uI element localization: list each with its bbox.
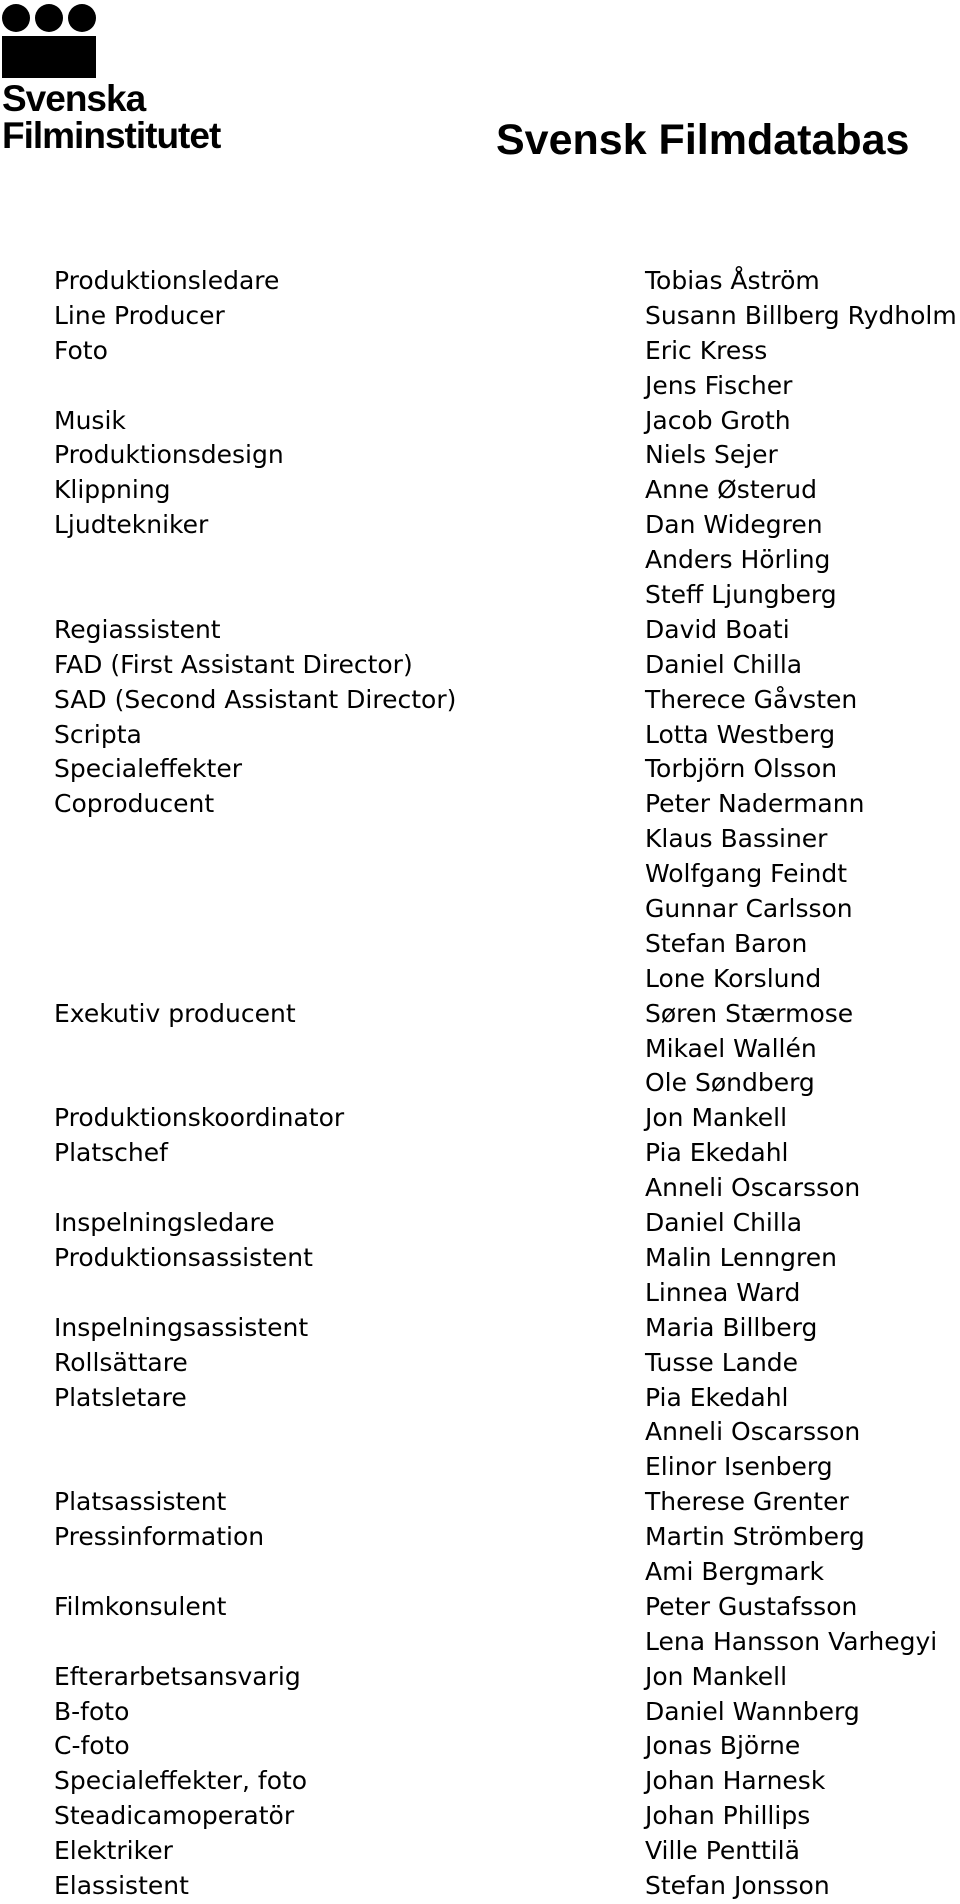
credit-name: Anneli Oscarsson <box>645 1173 861 1203</box>
credit-row <box>0 718 960 753</box>
credit-role: Foto <box>54 335 108 365</box>
credit-role: FAD (First Assistant Director) <box>54 649 413 679</box>
credit-row <box>0 1415 960 1450</box>
credit-row <box>0 264 960 299</box>
credit-name: Pia Ekedahl <box>645 1382 789 1412</box>
credit-name: Wolfgang Feindt <box>645 859 848 889</box>
credit-row <box>0 752 960 787</box>
credit-row <box>0 613 960 648</box>
credit-name: David Boati <box>645 614 790 644</box>
credit-name: Steff Ljungberg <box>645 580 837 610</box>
credit-row <box>0 1032 960 1067</box>
credit-role: C-foto <box>54 1731 130 1761</box>
credit-role: Ljudtekniker <box>54 510 209 540</box>
logo-line-2: Filminstitutet <box>2 115 221 156</box>
credit-name: Anneli Oscarsson <box>645 1417 861 1447</box>
credit-name: Daniel Wannberg <box>645 1696 860 1726</box>
credit-name: Maria Billberg <box>645 1312 818 1342</box>
credit-name: Peter Nadermann <box>645 789 865 819</box>
credit-row <box>0 1381 960 1416</box>
credit-role: Musik <box>54 405 126 435</box>
credit-name: Tusse Lande <box>645 1347 799 1377</box>
credit-row <box>0 683 960 718</box>
credit-row <box>0 1695 960 1730</box>
svenska-filminstitutet-logo <box>2 2 262 162</box>
credit-row <box>0 1206 960 1241</box>
credit-role: Platsassistent <box>54 1487 227 1517</box>
credit-name: Daniel Chilla <box>645 1208 803 1238</box>
credit-row <box>0 1171 960 1206</box>
credit-role: Exekutiv producent <box>54 998 296 1028</box>
credit-role: Platsletare <box>54 1382 187 1412</box>
credit-row <box>0 927 960 962</box>
credit-row <box>0 1764 960 1799</box>
credit-row <box>0 508 960 543</box>
credit-row <box>0 962 960 997</box>
credit-name: Mikael Wallén <box>645 1033 817 1063</box>
credit-name: Anne Østerud <box>645 475 817 505</box>
credit-role: Line Producer <box>54 300 225 330</box>
credit-name: Gunnar Carlsson <box>645 894 853 924</box>
credit-row <box>0 1660 960 1695</box>
credit-row <box>0 473 960 508</box>
credit-name: Malin Lenngren <box>645 1242 837 1272</box>
credits-list <box>0 264 960 1904</box>
credit-name: Lone Korslund <box>645 963 822 993</box>
credit-name: Stefan Baron <box>645 928 808 958</box>
credit-row <box>0 369 960 404</box>
credit-row <box>0 1450 960 1485</box>
credit-name: Jon Mankell <box>645 1103 788 1133</box>
credit-name: Linnea Ward <box>645 1277 801 1307</box>
credit-role: Regiassistent <box>54 614 221 644</box>
credit-role: Produktionsassistent <box>54 1242 313 1272</box>
credit-row <box>0 299 960 334</box>
credit-name: Dan Widegren <box>645 510 823 540</box>
credit-name: Ole Søndberg <box>645 1068 815 1098</box>
credit-role: Specialeffekter, foto <box>54 1766 308 1796</box>
credit-role: Produktionsdesign <box>54 440 284 470</box>
credit-row <box>0 1799 960 1834</box>
credit-row <box>0 1555 960 1590</box>
credit-role: Scripta <box>54 719 142 749</box>
credit-row <box>0 1101 960 1136</box>
credit-row <box>0 787 960 822</box>
credit-row <box>0 1729 960 1764</box>
credit-name: Jonas Björne <box>645 1731 801 1761</box>
credit-name: Eric Kress <box>645 335 768 365</box>
credit-row <box>0 1346 960 1381</box>
credit-name: Daniel Chilla <box>645 649 803 679</box>
credit-name: Ami Bergmark <box>645 1556 825 1586</box>
credit-name: Jon Mankell <box>645 1661 788 1691</box>
credit-role: Elassistent <box>54 1870 189 1900</box>
credit-name: Jacob Groth <box>645 405 791 435</box>
credit-row <box>0 438 960 473</box>
credit-row <box>0 892 960 927</box>
credit-name: Therese Grenter <box>645 1487 849 1517</box>
credit-role: Coproducent <box>54 789 215 819</box>
credit-name: Torbjörn Olsson <box>645 754 838 784</box>
credit-row <box>0 1136 960 1171</box>
credit-role: Klippning <box>54 475 171 505</box>
credit-row <box>0 1590 960 1625</box>
logo-line-1: Svenska <box>2 78 146 119</box>
credit-name: Anders Hörling <box>645 545 831 575</box>
credit-name: Stefan Jonsson <box>645 1870 830 1900</box>
credit-name: Klaus Bassiner <box>645 824 828 854</box>
credit-name: Lotta Westberg <box>645 719 836 749</box>
credit-name: Søren Stærmose <box>645 998 854 1028</box>
credit-row <box>0 822 960 857</box>
credit-row <box>0 1311 960 1346</box>
credit-name: Pia Ekedahl <box>645 1138 789 1168</box>
credit-row <box>0 1241 960 1276</box>
credit-row <box>0 857 960 892</box>
credit-row <box>0 1625 960 1660</box>
credit-row <box>0 543 960 578</box>
credit-role: Produktionskoordinator <box>54 1103 345 1133</box>
credit-row <box>0 1520 960 1555</box>
credit-name: Niels Sejer <box>645 440 778 470</box>
credit-role: SAD (Second Assistant Director) <box>54 684 457 714</box>
credit-role: Specialeffekter <box>54 754 243 784</box>
credit-role: Platschef <box>54 1138 168 1168</box>
credit-name: Susann Billberg Rydholm <box>645 300 957 330</box>
credit-role: Inspelningsledare <box>54 1208 275 1238</box>
credit-role: Pressinformation <box>54 1522 265 1552</box>
credit-name: Johan Harnesk <box>645 1766 826 1796</box>
credit-role: Filmkonsulent <box>54 1591 227 1621</box>
credit-row <box>0 1485 960 1520</box>
credit-role: Steadicamoperatör <box>54 1801 295 1831</box>
credit-row <box>0 1066 960 1101</box>
credit-role: Efterarbetsansvarig <box>54 1661 301 1691</box>
credit-row <box>0 404 960 439</box>
credit-name: Peter Gustafsson <box>645 1591 858 1621</box>
credit-row <box>0 648 960 683</box>
credit-row <box>0 578 960 613</box>
credit-name: Tobias Åström <box>645 266 820 295</box>
page-title: Svensk Filmdatabas <box>496 116 910 164</box>
credit-role: B-foto <box>54 1696 130 1726</box>
credit-row <box>0 1834 960 1869</box>
credit-name: Therece Gåvsten <box>645 684 858 714</box>
credit-role: Elektriker <box>54 1836 173 1866</box>
credit-name: Martin Strömberg <box>645 1522 865 1552</box>
credit-name: Jens Fischer <box>645 370 793 400</box>
credit-row <box>0 1276 960 1311</box>
credit-name: Lena Hansson Varhegyi <box>645 1626 938 1656</box>
credit-role: Rollsättare <box>54 1347 188 1377</box>
credit-row <box>0 1869 960 1904</box>
credit-role: Produktionsledare <box>54 266 280 295</box>
credit-row <box>0 997 960 1032</box>
credit-name: Ville Penttilä <box>645 1836 800 1866</box>
logo-wordmark <box>2 80 220 154</box>
credit-role: Inspelningsassistent <box>54 1312 309 1342</box>
credit-name: Johan Phillips <box>645 1801 811 1831</box>
credit-row <box>0 334 960 369</box>
credit-name: Elinor Isenberg <box>645 1452 833 1482</box>
